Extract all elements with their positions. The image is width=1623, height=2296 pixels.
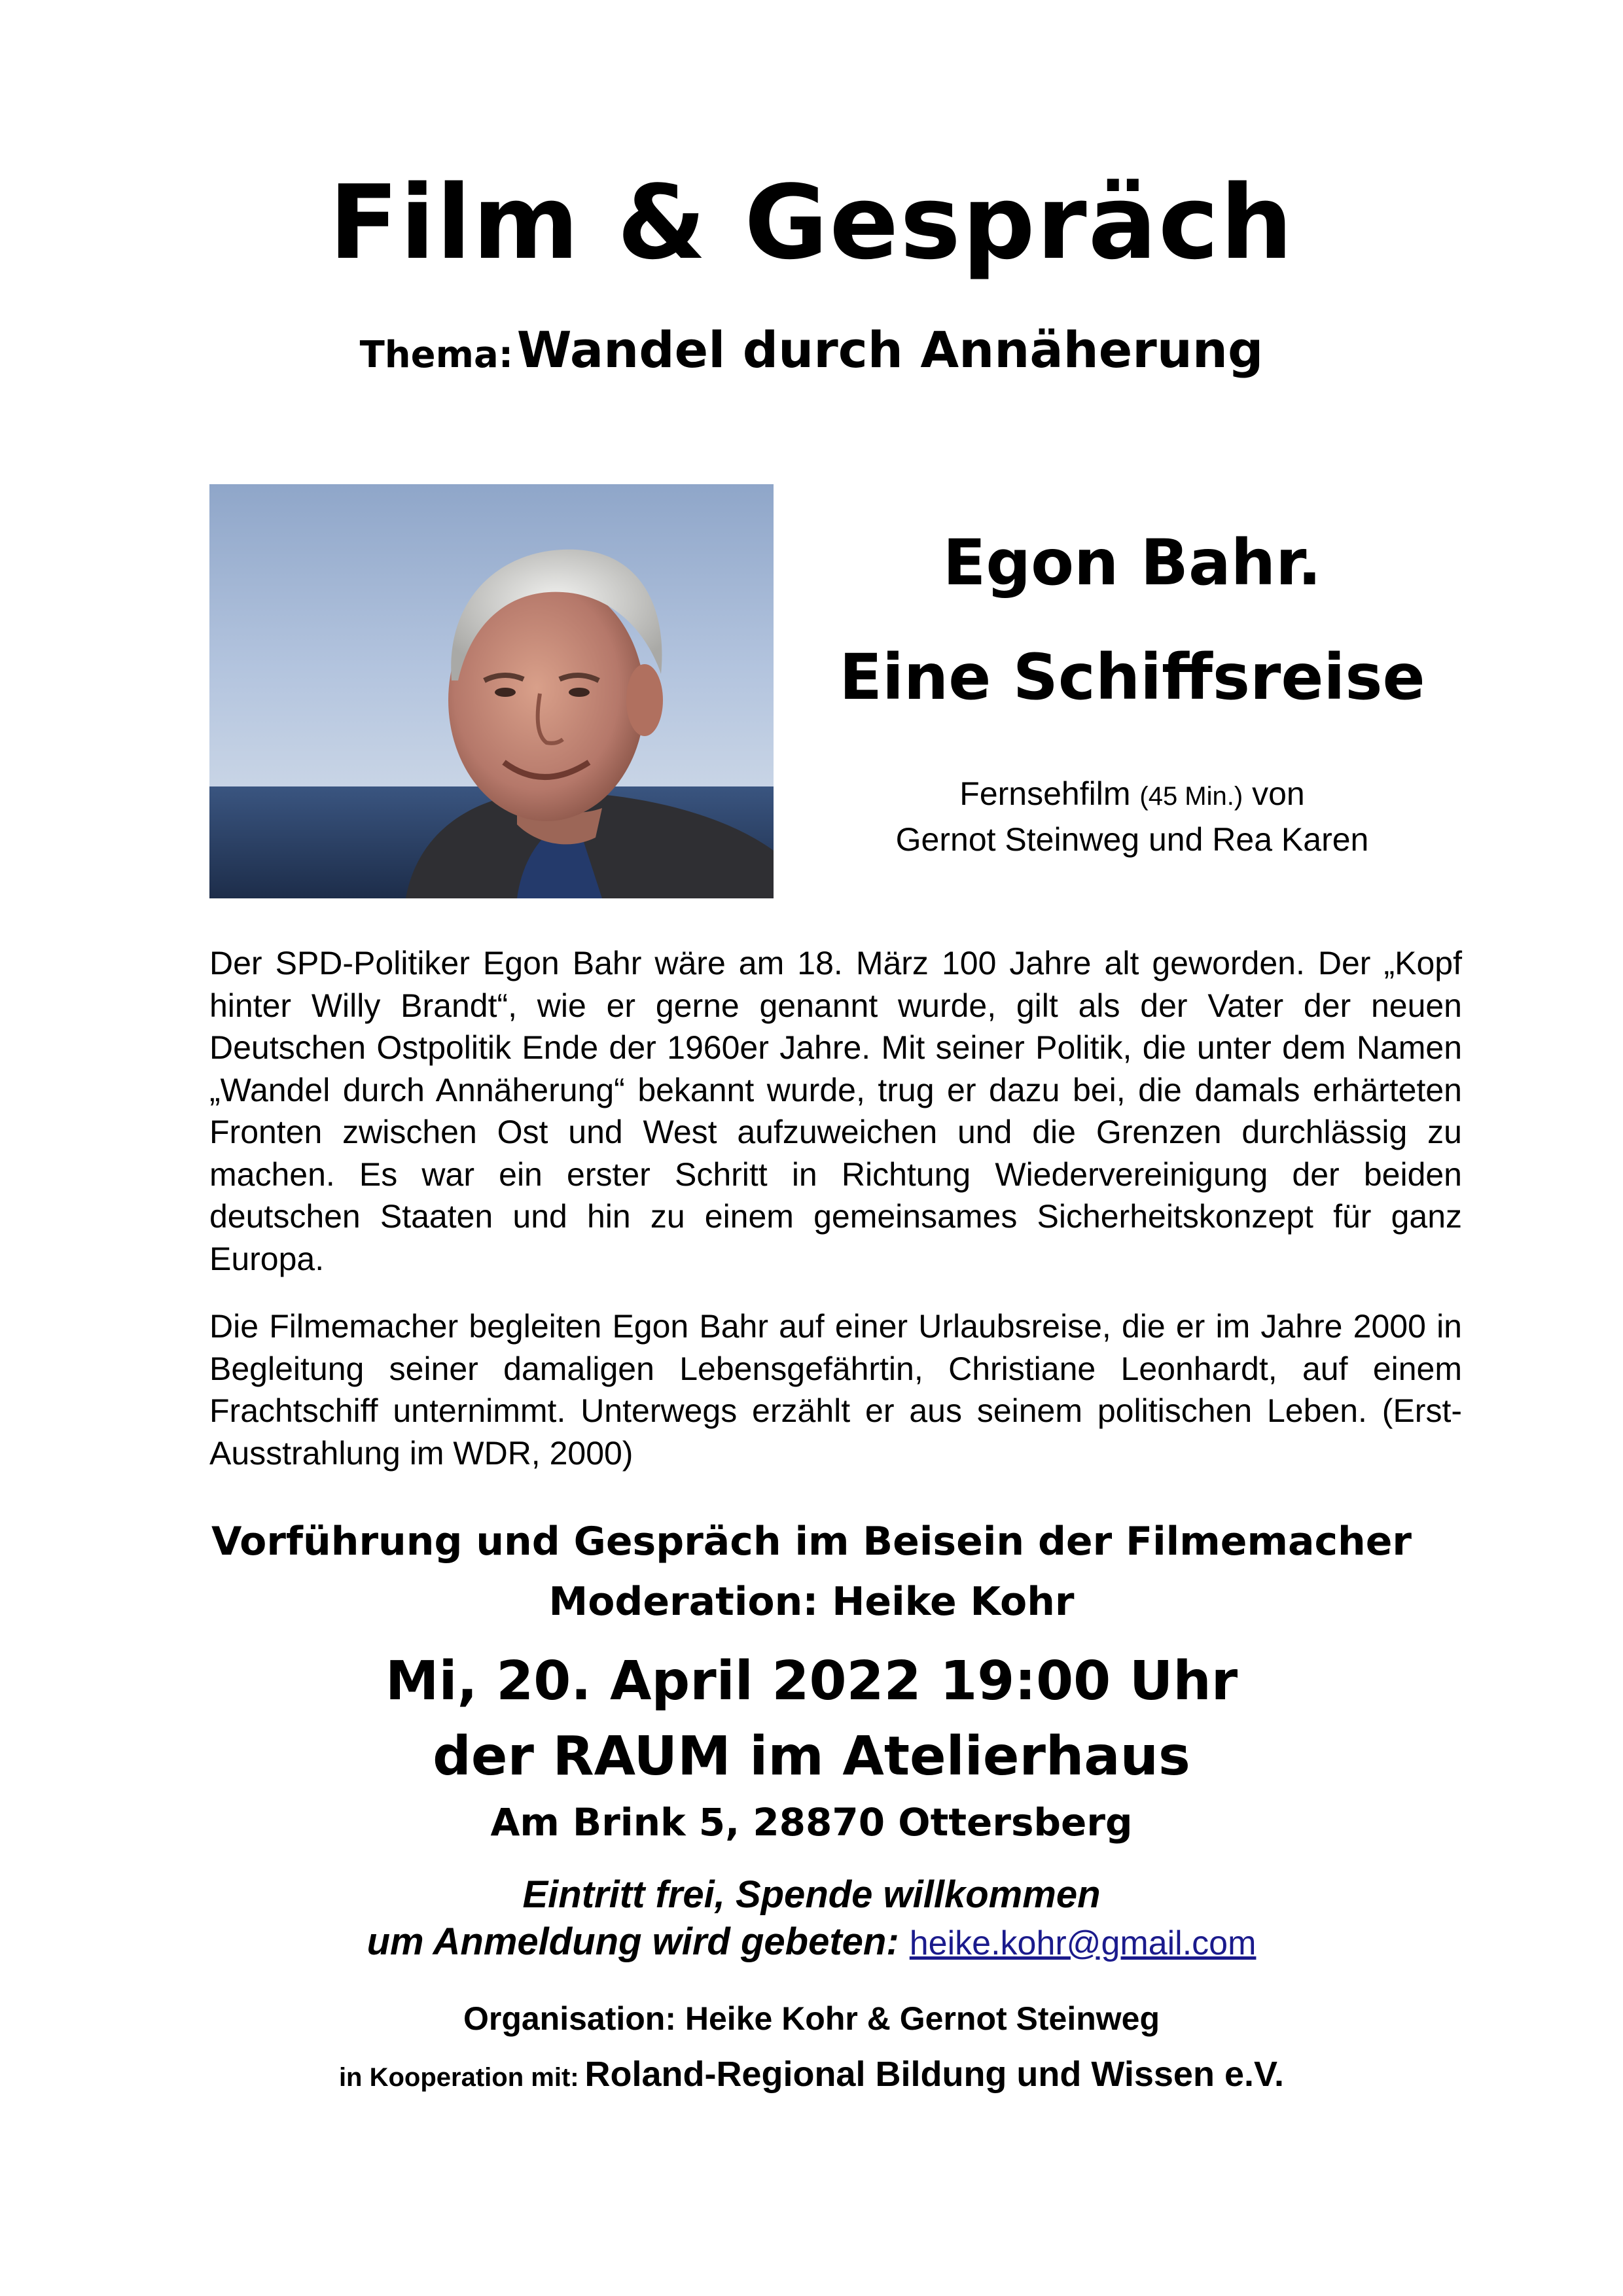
description-paragraph-1: Der SPD-Politiker Egon Bahr wäre am 18. März 100 Jahre alt geworden. Der „Kopf hinter Willy Brandt“, wie er gerne genannt wurde, gilt als der Vater der neuen Deutschen Ostpolitik Ende der 1960er Jahre. Mit seiner Politik, die unter dem Namen „Wandel durch Annäherung“ bekannt wurde, trug er dazu bei, die damals erhärteten Fronten zwischen Ost und West aufzuweichen und die Grenzen durchlässig zu machen. Es war ein erster Schritt in Richtung Wiedervereinigung der beiden deutschen Staaten und hin zu einem gemeinsames Sicherheitskonzept für ganz Europa.: [209, 945, 1462, 1277]
event-address: Am Brink 5, 28870 Ottersberg: [490, 1800, 1133, 1845]
film-title-line-1: Egon Bahr.: [942, 526, 1322, 599]
event-venue: der RAUM im Atelierhaus: [433, 1725, 1190, 1788]
portrait-photo: [209, 484, 774, 898]
cooperation-label: in Kooperation mit:: [338, 2063, 579, 2092]
registration-label: um Anmeldung wird gebeten:: [366, 1920, 899, 1963]
entry-info: [0, 1871, 1623, 1967]
event-date: Mi, 20. April 2022 19:00 Uhr: [385, 1650, 1238, 1712]
film-meta: [798, 772, 1466, 861]
film-genre: Fernsehfilm: [959, 775, 1131, 812]
organisation-line: Organisation: Heike Kohr & Gernot Steinweg: [463, 2000, 1160, 2037]
theme-value: Wandel durch Annäherung: [516, 321, 1264, 379]
film-title-line-2: Eine Schiffsreise: [839, 641, 1425, 714]
description-paragraph-2: Die Filmemacher begleiten Egon Bahr auf einer Urlaubsreise, die er im Jahre 2000 in Begleitung seiner damaligen Lebensgefährtin, Christiane Leonhardt, auf einem Frachtschiff unternimmt. Unterwegs erzählt er aus seinem politischen Leben. (Erst-Ausstrahlung im WDR, 2000): [209, 1308, 1462, 1472]
screening-line: Vorführung und Gespräch im Beisein der Filmemacher: [211, 1519, 1412, 1564]
email-link[interactable]: heike.kohr@gmail.com: [909, 1924, 1257, 1962]
film-duration: (45 Min.): [1139, 782, 1243, 811]
screening-info: [0, 1511, 1623, 1632]
film-authors: Gernot Steinweg und Rea Karen: [895, 821, 1369, 858]
moderation-line: Moderation: Heike Kohr: [548, 1579, 1075, 1625]
page-title: Film & Gespräch: [329, 163, 1294, 282]
film-by: von: [1252, 775, 1305, 812]
registration-line: [0, 1918, 1623, 1967]
cooperation-partner: Roland-Regional Bildung und Wissen e.V.: [584, 2055, 1285, 2094]
film-genre-line: [798, 772, 1466, 818]
theme-line: [0, 314, 1623, 400]
entry-line: Eintritt frei, Spende willkommen: [522, 1873, 1101, 1916]
portrait-photo-icon: [209, 484, 774, 898]
theme-label: Thema:: [359, 334, 514, 376]
cooperation-line: [0, 2048, 1623, 2110]
